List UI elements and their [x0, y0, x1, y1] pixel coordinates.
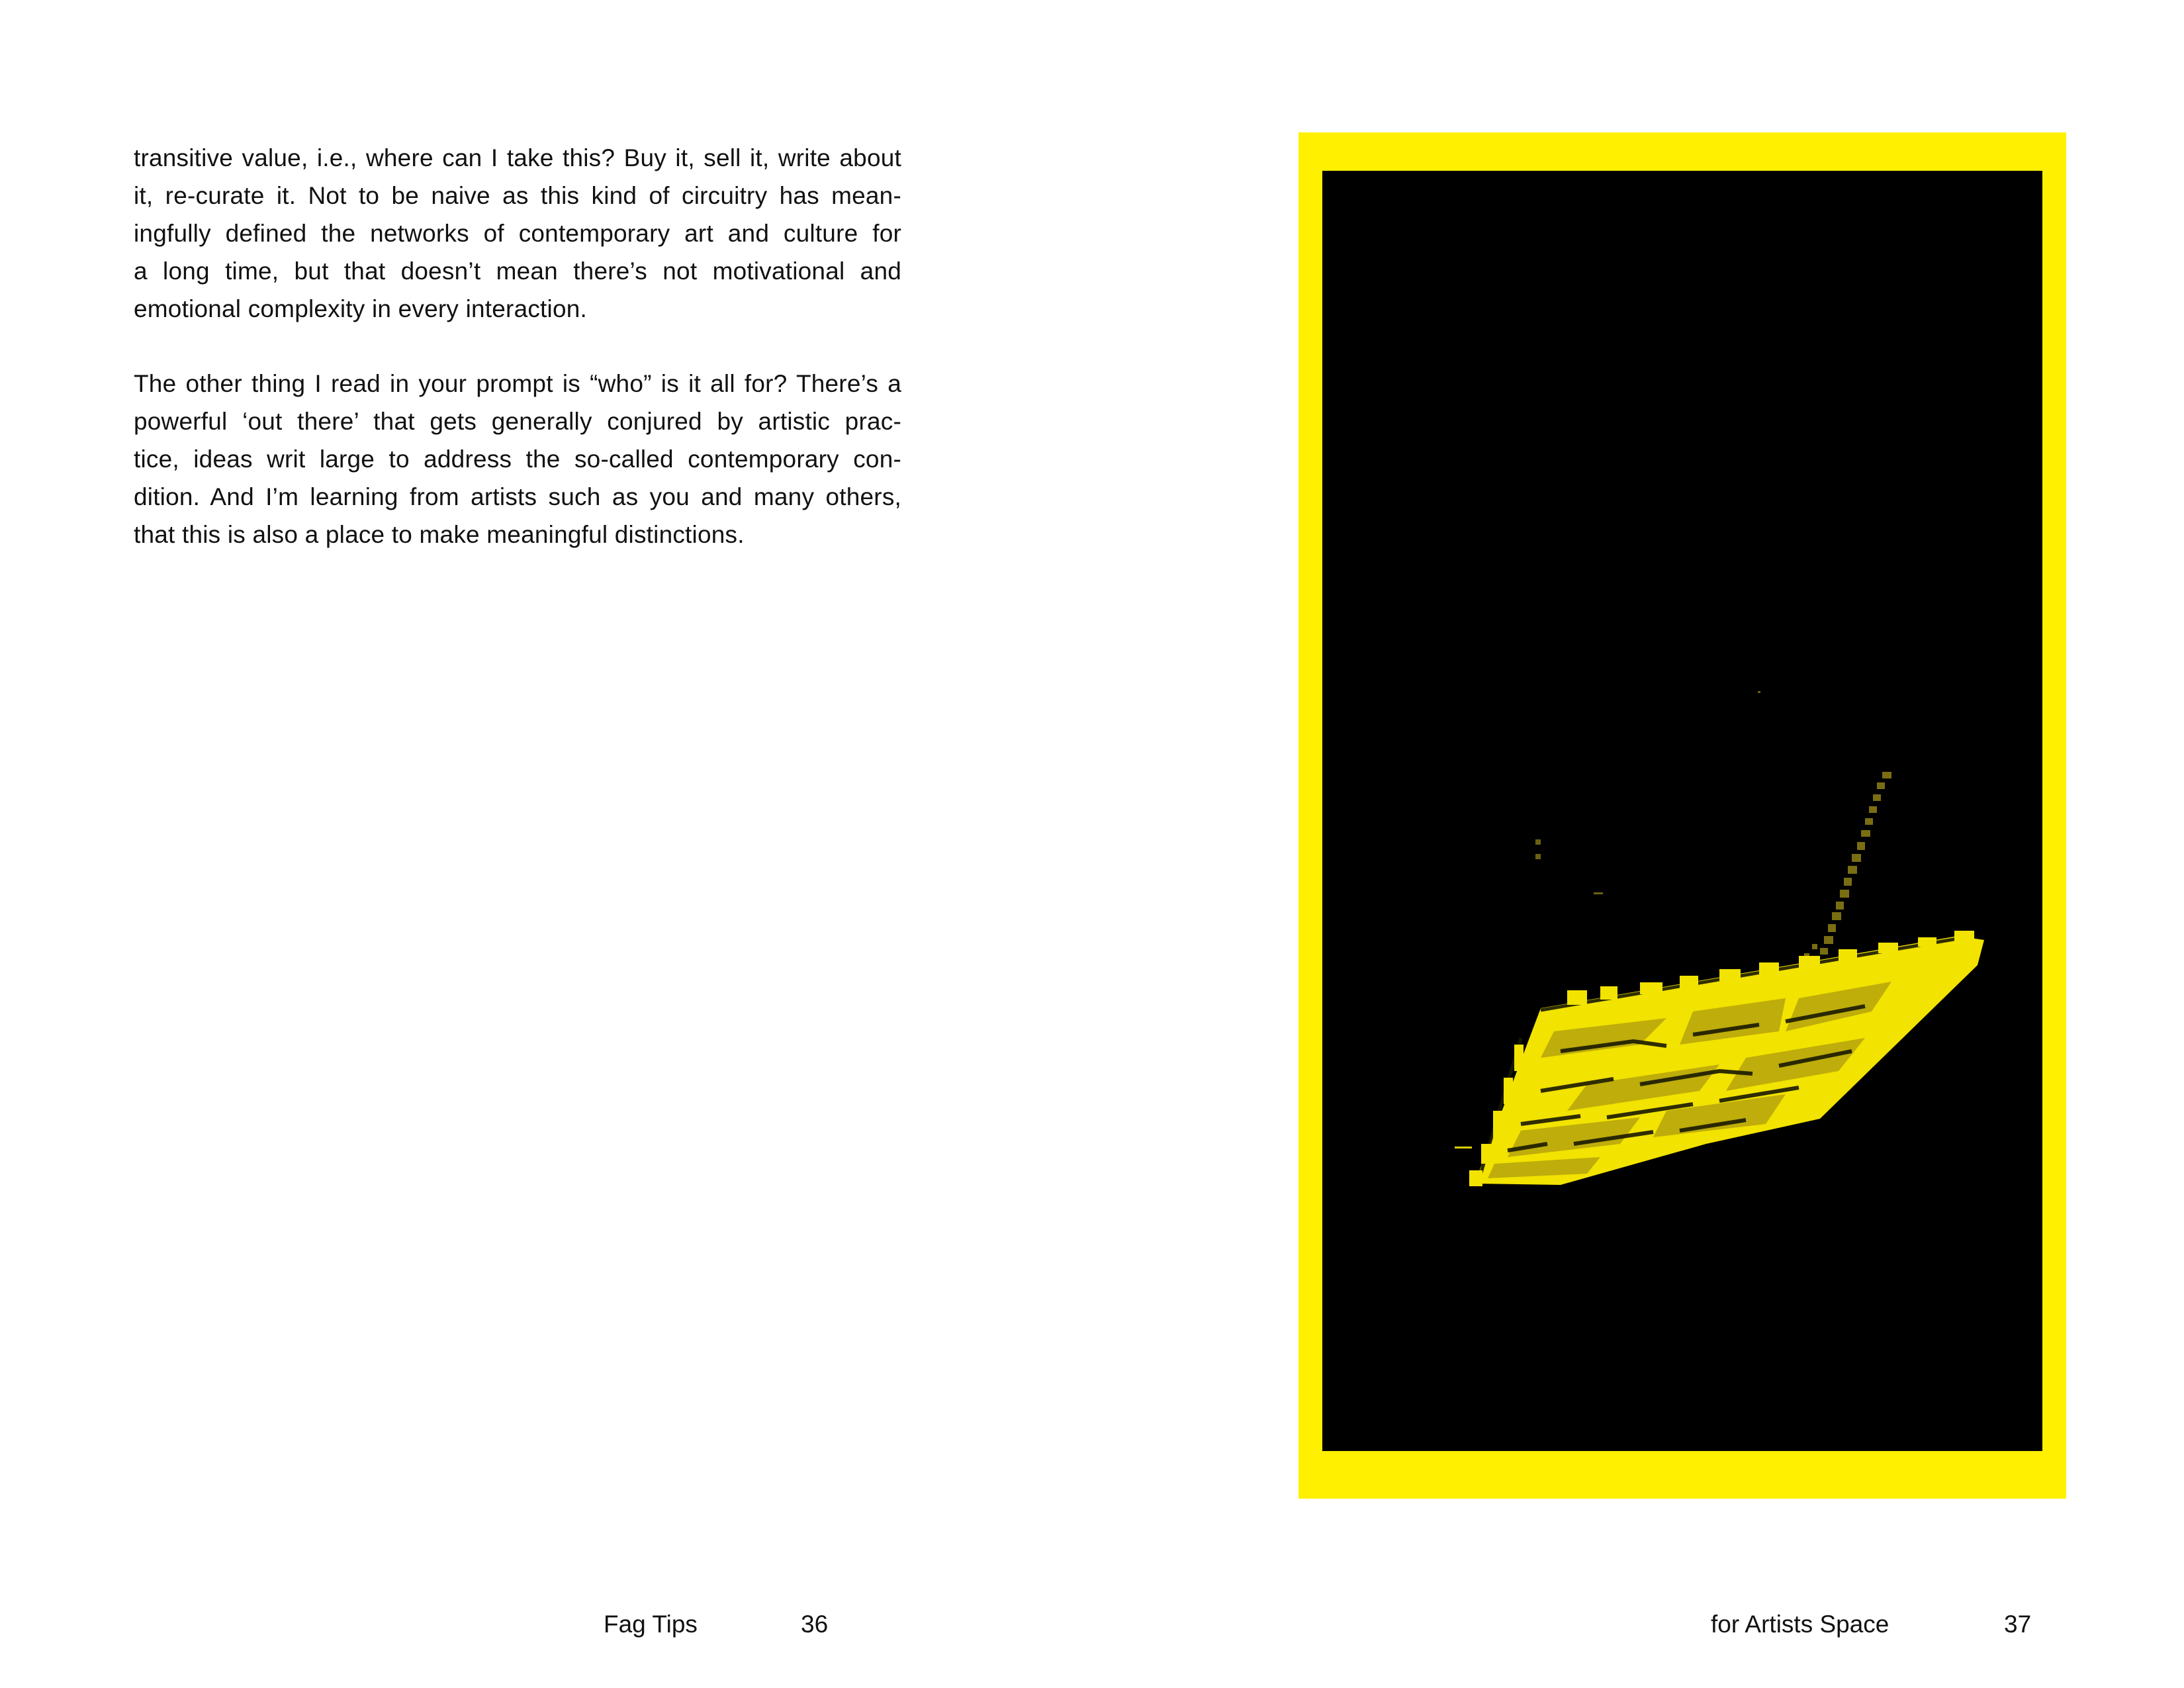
artwork-frame [1298, 132, 2066, 1499]
text-line: The other thing I read in your prompt is “who” is it all for? There’s a [134, 370, 901, 397]
text-line: emotional complexity in every interaction. [134, 295, 587, 322]
artwork-image [1322, 171, 2042, 1451]
page-number: 37 [2004, 1611, 2032, 1638]
running-footer-title: for Artists Space [1711, 1611, 1889, 1638]
body-text [134, 139, 901, 590]
running-footer-title: Fag Tips [604, 1611, 698, 1638]
text-line: powerful ‘out there’ that gets generally conjured by artistic prac- [134, 408, 901, 435]
text-line: ingfully defined the networks of contemporary art and culture for [134, 220, 901, 247]
text-line: a long time, but that doesn’t mean there’s not motivational and [134, 258, 901, 285]
text-line: that this is also a place to make meaningful distinctions. [134, 521, 745, 548]
paragraph-2 [134, 365, 901, 553]
text-line: it, re-curate it. Not to be naive as this kind of circuitry has mean- [134, 182, 901, 209]
artwork-graphic [1322, 171, 2042, 1451]
text-line: tice, ideas writ large to address the so-called contemporary con- [134, 445, 901, 473]
text-line: dition. And I’m learning from artists such as you and many others, [134, 483, 901, 510]
pixel-trail [1804, 772, 1891, 959]
page-number: 36 [801, 1611, 829, 1638]
text-line: transitive value, i.e., where can I take this? Buy it, sell it, write about [134, 144, 901, 171]
paragraph-1 [134, 139, 901, 328]
yellow-slab [1455, 931, 1984, 1186]
